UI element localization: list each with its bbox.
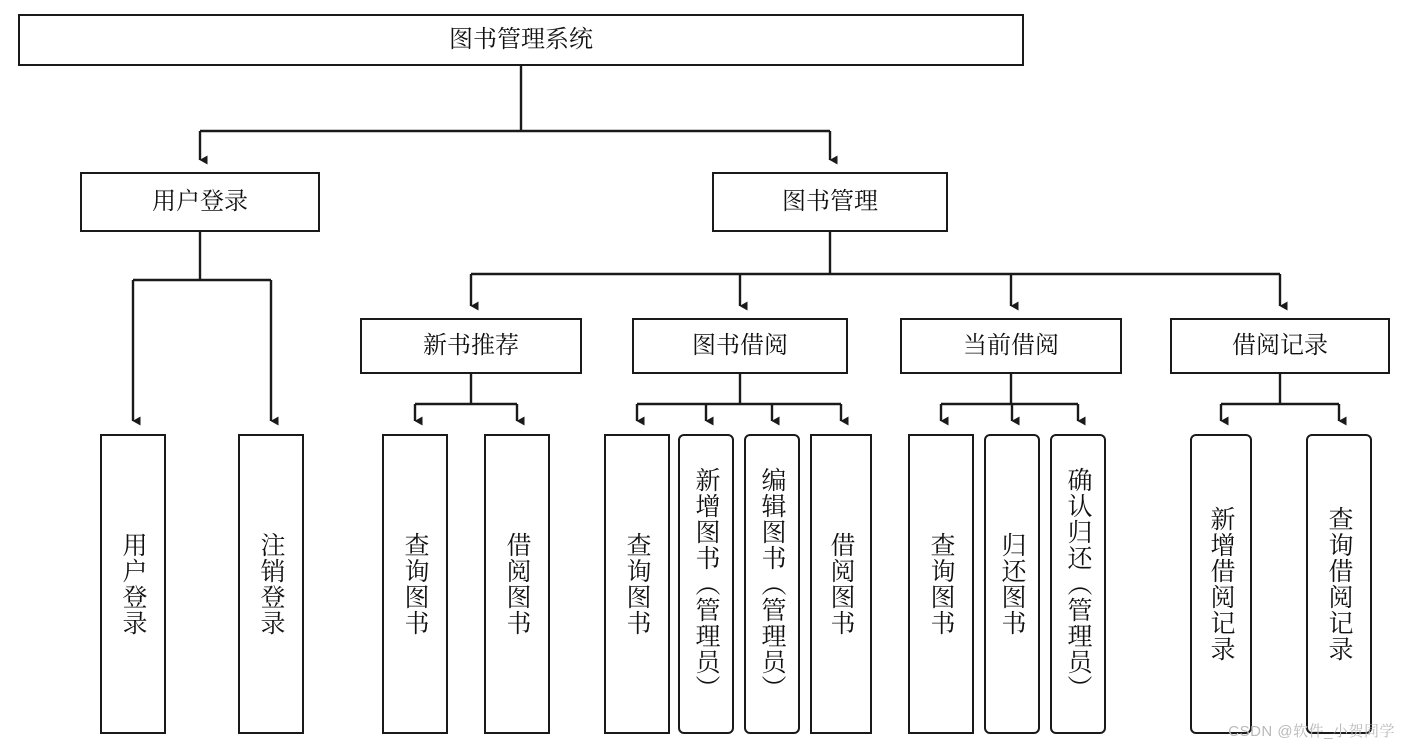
watermark: CSDN @软件_小贺同学	[1228, 723, 1395, 740]
node-leaf-logout[interactable]	[238, 434, 304, 734]
node-root[interactable]	[18, 14, 1024, 66]
node-leaf-logout-label: 注销登录	[257, 532, 285, 636]
node-leaf-add-book[interactable]	[678, 434, 734, 734]
node-leaf-add-borrow-record-label: 新增借阅记录	[1207, 506, 1235, 662]
node-leaf-confirm-return-label: 确认归还（管理员）	[1064, 467, 1092, 701]
node-user-login-label: 用户登录	[152, 188, 248, 216]
node-leaf-edit-book[interactable]	[744, 434, 800, 734]
node-new-book-recommend[interactable]	[360, 318, 582, 374]
node-leaf-borrow-book[interactable]	[810, 434, 872, 734]
node-leaf-query-books-current[interactable]	[908, 434, 974, 734]
node-user-login[interactable]	[80, 172, 320, 232]
node-leaf-query-borrow-record[interactable]	[1306, 434, 1372, 734]
node-root-label: 图书管理系统	[449, 26, 593, 54]
node-book-borrow[interactable]	[632, 318, 848, 374]
node-leaf-borrow-book-label: 借阅图书	[827, 532, 855, 636]
node-leaf-query-books-borrow-label: 查询图书	[623, 532, 651, 636]
node-leaf-add-borrow-record[interactable]	[1190, 434, 1252, 734]
node-leaf-user-login-label: 用户登录	[119, 532, 147, 636]
node-borrow-record-label: 借阅记录	[1232, 332, 1328, 360]
node-leaf-return-book-label: 归还图书	[998, 532, 1026, 636]
node-leaf-confirm-return[interactable]	[1050, 434, 1106, 734]
node-borrow-record[interactable]	[1170, 318, 1390, 374]
node-current-borrow-label: 当前借阅	[963, 332, 1059, 360]
node-leaf-add-book-label: 新增图书（管理员）	[692, 467, 720, 701]
node-leaf-user-login[interactable]	[100, 434, 166, 734]
node-new-book-recommend-label: 新书推荐	[423, 332, 519, 360]
node-book-borrow-label: 图书借阅	[692, 332, 788, 360]
node-leaf-query-books-rec-label: 查询图书	[401, 532, 429, 636]
node-leaf-query-borrow-record-label: 查询借阅记录	[1325, 506, 1353, 662]
node-leaf-query-books-borrow[interactable]	[604, 434, 670, 734]
node-leaf-borrow-books-rec-label: 借阅图书	[503, 532, 531, 636]
node-leaf-query-books-rec[interactable]	[382, 434, 448, 734]
node-leaf-edit-book-label: 编辑图书（管理员）	[758, 467, 786, 701]
node-leaf-borrow-books-rec[interactable]	[484, 434, 550, 734]
node-current-borrow[interactable]	[900, 318, 1122, 374]
node-book-management-label: 图书管理	[782, 188, 878, 216]
node-book-management[interactable]	[712, 172, 948, 232]
node-leaf-query-books-current-label: 查询图书	[927, 532, 955, 636]
node-leaf-return-book[interactable]	[984, 434, 1040, 734]
